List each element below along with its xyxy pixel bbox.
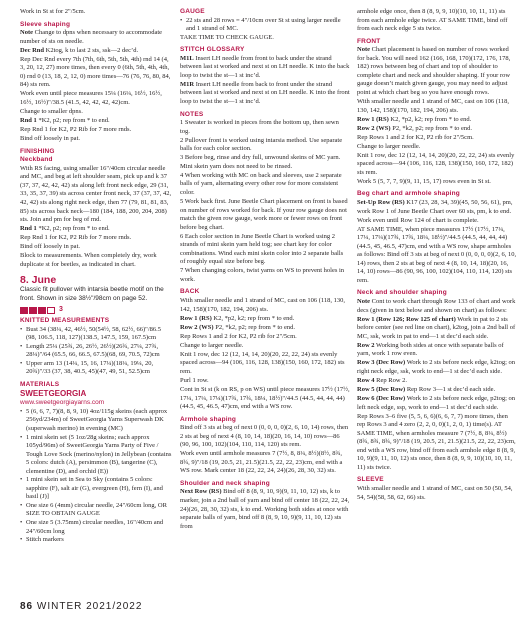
body-text: Work 5 (5, 7, 7, 9)(9, 11, 15, 17) rows even in St st. (357, 177, 491, 185)
body-text: Bind off loosely in pat. (20, 243, 81, 251)
text: K2, *p2, k2; rep from * to end. (211, 314, 295, 322)
body-text (357, 46, 517, 97)
label: Next Row (RS) (180, 488, 222, 496)
text: K17 (23, 28, 34, 39)(45, 50, 56, 61), pm, work Row 1 of June Beetle Chart over 60 sts, pm, k to end. (357, 198, 513, 215)
text: Insert LH needle from back to front under the strand between last st worked and next st on LH needle. K into the front loop to twist the st—1 st inc’d. (180, 80, 350, 105)
note-item: 3 Before beg, rinse and dry full, unwound skeins of MC yarn. Mini skein yarn does not need to be rinsed. (180, 154, 341, 170)
label: Row 1 (Row 126; Row 125 of chart) (357, 315, 456, 323)
section-heading-notes: NOTES (180, 110, 204, 118)
label: M1R (180, 80, 195, 88)
label: Set-Up Row (RS) (357, 198, 405, 206)
column-left (20, 8, 172, 545)
label: Rnd 1 (20, 225, 37, 233)
text: Rep Row 3—1 st dec’d each side. (405, 385, 496, 393)
body-text: Block to measurements. When completely dry, work duplicate st for beetles, as indicated in chart. (20, 252, 157, 268)
skill-square-icon (29, 307, 37, 314)
body-text (357, 377, 517, 386)
text: K2, *p2, k2; rep from * to end. (388, 115, 472, 123)
section-heading-neckband: Neckband (20, 156, 53, 164)
label: Row 2 (357, 341, 375, 349)
list-item: • One size 5 (3.75mm) circular needles, 16"/40cm and 24"/60cm long (20, 519, 172, 536)
skill-square-empty-icon (47, 307, 55, 314)
column-middle (180, 8, 350, 532)
section-heading-shoulder-neck: Shoulder and neck shaping (180, 479, 270, 487)
text: Work in pat to 2 sts before center (see red line on chart), k2tog, join a 2nd ball of MC, ssk, work in pat to end—1 st dec’d each side. (357, 315, 516, 340)
body-text (357, 316, 517, 342)
text: Change to dpns when necessary to accommodate number of sts on needle. (20, 29, 163, 45)
body-text: Change to larger needle. (180, 341, 244, 349)
label: Row 2 (WS) (180, 323, 214, 331)
skill-level-number: 3 (59, 306, 63, 314)
body-text: With smaller needle and 1 strand of MC, cast on 106 (118, 130, 142, 158)(170, 182, 194, 206) sts. (180, 297, 346, 313)
body-text: AT SAME TIME, when piece measures 17½ (17½, 17¼, 17¼, 17¼)(17¾, 17¾, 18¼, 18½)"/44.5 (44.5, 44, 44, 44)(44.5, 45, 46.5, 47)cm, end with a WS row, shape armholes as follows: Bind off 3 sts at beg of next 0 (0, 0, 0, 0)(2, 6, 10, 14) rows, then 2 sts at beg of next 4 (8, 10, 14, 18)(20, 16, 14, 10) rows—86 (90, 96, 100, 102)(104, 110, 114, 120) sts rem. (357, 225, 517, 284)
list-item: • 1 mini skein set in Sea to Sky (contains 5 colors: sapphire (F), salt air (G), evergreen (H), fern (I), and basil (J)] (20, 476, 172, 502)
body-text: Work even until armhole measures 7 (7½, 8, 8¼, 8½)(8½, 8¾, 8¾, 9)"/18 (19, 20.5, 21, 21.5)(21.5, 22, 22, 23)cm, end with a WS row. Mark center 18 (22, 22, 24, 24)(26, 28, 30, 32) sts. (180, 450, 343, 475)
list-item: • Stitch markers (20, 536, 172, 545)
pattern-title: 8. June (20, 274, 57, 287)
text: Working both sides at once with separate balls of yarn, work 1 row even. (357, 341, 504, 358)
body-text (357, 116, 517, 125)
label: Row 1 (RS) (180, 314, 212, 322)
list-item: • 1 mini skein set (5 1oz/28g skeins; each approx 105yd/96m) of SweetGeorgia Yarns Party of Five / Tough Love Sock (merino/nylon) in Jellybean (contains 5 colors: dutch (A), persimmon (B), tangerine (C), clementine (D), and orchid (E)) (20, 434, 172, 477)
note-item: 2 Pullover front is worked using intarsia method. Use separate balls for each color section. (180, 136, 343, 153)
note-item: 5 Work back first. June Beetle Chart placement on front is based on number of rows worked for back. If your row gauge does not match the given row gauge, work more or fewer rows on front before beg chart. (180, 197, 348, 231)
list-item: • Length 25¼ (25¾, 26, 26½, 26½)(26¾, 27¼, 27¾, 28¼)"/64 (65.5, 66, 66.5, 67.5)(68, 69, 70.5, 72)cm (20, 343, 172, 360)
section-heading-sleeve-shaping: Sleeve shaping (20, 20, 71, 28)
skill-square-icon (20, 307, 28, 314)
list-item: • Upper arm 13 (14¼, 15, 16, 17¼)(18¼, 19¼, 20, 20¾)"/33 (37, 38, 40.5, 45)(47, 49, 51, 52.5)cm (20, 360, 172, 377)
brand-website-link[interactable]: www.sweetgeorgiayarns.com (20, 399, 105, 407)
brand-name: SWEETGEORGIA (20, 389, 87, 399)
body-text (180, 81, 350, 107)
text: Work to 2 sts before neck edge, p2tog; on left neck edge, ssp, work to end—1 st dec’d each side. (357, 395, 516, 411)
body-text (357, 342, 517, 359)
body-text: Bind off loosely in pat. (20, 135, 81, 143)
body-text: Rep Rows 3–6 five (5, 5, 6, 6)(6, 6, 7, 7) more times, then rep Rows 3 and 4 zero (2, 2, 0, 0)(1, 2, 0, 1) time(s). AT SAME TIME, when armholes measure 7 (7½, 8, 8¼, 8½)(8¾, 8¾, 8¾, 9)"/18 (19, 20.5, 21, 21.5)(21.5, 22, 22, 23)cm, end with a WS row, bind off from each armhole edge 8 (8, 9, 10, 9)(9, 11, 10, 12) sts once, then 8 (8, 9, 9, 10)(10, 10, 11, 11) sts twice. (357, 412, 516, 471)
text: K2tog, k to last 2 sts, ssk—2 dec’d. (44, 46, 139, 54)
body-text (180, 488, 350, 531)
section-heading-beg-chart: Beg chart and armhole shaping (357, 190, 460, 198)
text: *K2, p2; rep from * to end. (36, 225, 110, 233)
section-heading-back: BACK (180, 288, 200, 296)
body-text: With smaller needle and 1 strand of MC, cast on 50 (50, 54, 54, 54)(58, 58, 62, 66) sts. (357, 484, 513, 501)
text: P2, *k2, p2; rep from * to end. (213, 323, 296, 331)
body-text (20, 225, 172, 234)
body-text: Work even until piece measures 15¼ (16¼, 16½, 16½, 16½, 16½)"/38.5 (41.5, 42, 42, 42, 42)cm. (20, 90, 162, 106)
text: Insert LH needle from front to back under the strand between last st worked and next st on LH needle. K into the back loop to twist the st—1 st inc’d. (180, 54, 350, 79)
label: Row 5 (Dec Row) (357, 385, 406, 393)
body-text (357, 298, 517, 315)
body-text: Cont in St st (k on RS, p on WS) until piece measures 17½ (17½, 17¼, 17¼, 17¼)(17¾, 17¾, 18¼, 18½)"/44.5 (44.5, 44, 44, 44)(44.5, 45, 46.5, 47)cm, end with a WS row. (180, 385, 350, 411)
section-heading-stitch-glossary: STITCH GLOSSARY (180, 46, 245, 54)
label: Row 1 (RS) (357, 115, 389, 123)
body-text: Bind off 3 sts at beg of next 0 (0, 0, 0, 0)(2, 6, 10, 14) rows, then 2 sts at beg of next 4 (8, 10, 14, 18)(20, 16, 14, 10) rows—86 (90, 96, 100, 102)(104, 110, 114, 120) sts rem. (180, 424, 349, 449)
column-right (357, 8, 517, 503)
body-text: Rep Rnd 1 for K2, P2 Rib for 7 more rnds. (20, 126, 132, 134)
label: Rnd 1 (20, 117, 37, 125)
body-text (357, 386, 517, 395)
section-heading-finishing: FINISHING (20, 147, 55, 155)
body-text (180, 315, 350, 324)
section-heading-front: FRONT (357, 37, 381, 45)
label: Row 4 (357, 376, 375, 384)
body-text (20, 117, 172, 126)
text: P2, *k2, p2; rep from * to end. (390, 124, 473, 132)
list-item: • Bust 34 (38¼, 42, 46½, 50(54½, 58, 62½, 66)"/86.5 (98, 106.5, 118, 127)(138.5, 147.5, 159, 167.5)cm (20, 326, 172, 343)
skill-level-indicator (20, 306, 172, 315)
body-text: Rep Rows 1 and 2 for K2, P2 rib for 2"/5cm. (180, 332, 297, 340)
section-heading-knitted-measurements: KNITTED MEASUREMENTS (20, 317, 110, 324)
text: Bind off 8 (8, 9, 10, 9)(9, 11, 10, 12) sts, k to marker, join a 2nd ball of yarn and bind off center 18 (22, 22, 24, 24)(26, 28, 30, 32) sts, k to end. Working both sides at once with separate balls of yarn, bind off 8 (8, 9, 10, 9)(9, 11, 10, 12) sts from (180, 488, 350, 530)
list-item: • 22 sts and 28 rows = 4"/10cm over St st using larger needle and 1 strand of MC. (180, 17, 350, 34)
body-text: Work even until Row 124 of chart is complete. (357, 216, 479, 224)
note-item: 1 Sweater is worked in pieces from the bottom up, then sewn tog. (180, 119, 339, 135)
text: Cont to work chart through Row 133 of chart and work decs (given in text below and shown on chart) as follows: (357, 298, 516, 314)
body-text: Rep Dec Rnd every 7th (7th, 6th, 5th, 5th, 4th) rnd 14 (4, 3, 20, 12, 27) more times, then every 0 (6th, 5th, 4th, 4th, 0) rnd 0 (13, 18, 2, 12, 0) more times—76 (76, 76, 80, 84, 84) sts rem. (20, 55, 171, 89)
body-text: TAKE TIME TO CHECK GAUGE. (180, 33, 274, 41)
label: Note (357, 46, 370, 54)
label: Row 3 (Dec Row) (357, 359, 406, 367)
issue-label: WINTER 2021/2022 (36, 601, 143, 612)
body-text (357, 359, 517, 376)
body-text: With smaller needle and 1 strand of MC, cast on 106 (118, 130, 142, 158)(170, 182, 194, 206) sts. (357, 97, 510, 114)
section-heading-armhole-shaping: Armhole shaping (180, 415, 237, 423)
body-text: Rep Rows 1 and 2 for K2, P2 rib for 2"/5cm. (357, 133, 474, 141)
body-text (20, 47, 172, 56)
body-text: Change to smaller dpns. (20, 108, 83, 116)
body-text (180, 55, 350, 81)
body-text: armhole edge once, then 8 (8, 9, 9, 10)(10, 10, 11, 11) sts from each armhole edge twice. AT SAME TIME, bind off from each neck edge 5 sts twice. (357, 8, 508, 33)
label: Note (357, 298, 370, 305)
note-item: 4 When working with MC on back and sleeves, use 2 separate balls of yarn, alternating every other row for more consistent color. (180, 171, 342, 196)
body-text: Knit 1 row, dec 12 (12, 14, 14, 20)(20, 22, 22, 24) sts evenly spaced across—94 (106, 116, 128, 138)(150, 160, 172, 182) sts rem. (180, 350, 345, 375)
pattern-intro: Classic fit pullover with intarsia beetle motif on the front. Shown in size 38½"/98cm on page 52. (20, 286, 164, 302)
label: M1L (180, 54, 194, 62)
measurements-list (20, 326, 172, 377)
body-text: Change to larger needle. (357, 142, 421, 150)
label: Row 6 (Dec Row) (357, 395, 406, 403)
label: Dec Rnd (20, 46, 45, 54)
body-text: Work in St st for 2"/5cm. (20, 8, 86, 15)
label: Row 2 (WS) (357, 124, 391, 132)
section-heading-sleeve: SLEEVE (357, 476, 384, 484)
section-heading-gauge: GAUGE (180, 8, 205, 15)
body-text: With RS facing, using smaller 16"/40cm circular needle and MC, and beg at left shoulder seam, pick up and k 37 (37, 37, 42, 42, 42) sts along left front neck edge, 29 (31, 33, 35, 37, 39) sts across center front neck, 37 (37, 37, 42, 42, 42) sts along right neck edge, then 77 (79, 81, 81, 83, 85) sts across back neck—180 (184, 188, 200, 204, 208) sts. Join and pm for beg of rnd. (20, 164, 172, 224)
body-text (20, 29, 172, 46)
text: Work to 2 sts before neck edge, k2tog; on right neck edge, ssk, work to end—1 st dec’d each side. (357, 359, 516, 375)
section-heading-neck-shoulder: Neck and shoulder shaping (357, 289, 447, 297)
gauge-list (180, 17, 350, 34)
body-text (180, 324, 350, 333)
body-text (357, 199, 517, 216)
body-text: Rep Rnd 1 for K2, P2 Rib for 7 more rnds. (20, 234, 132, 242)
page-footer (20, 601, 142, 612)
body-text: Knit 1 row, dec 12 (12, 14, 14, 20)(20, 22, 22, 24) sts evenly spaced across—94 (106, 116, 128, 138)(150, 160, 172, 182) sts rem. (357, 151, 515, 176)
skill-square-icon (38, 307, 46, 314)
page-number: 86 (20, 601, 34, 612)
note-item: 6 Each color section in June Beetle Chart is worked using 2 strands of mini skein yarn held tog; see chart key for color combinations. Wind each mini skein color into 2 separate balls of roughly equal size before beg. (180, 232, 344, 266)
list-item: • One size 6 (4mm) circular needle, 24"/60cm long, OR SIZE TO OBTAIN GAUGE (20, 502, 172, 519)
note-item: 7 When changing colors, twist yarns on WS to prevent holes in work. (180, 267, 345, 283)
body-text (357, 395, 517, 412)
section-heading-materials: MATERIALS (20, 380, 60, 388)
label: Note (20, 29, 33, 37)
materials-list (20, 408, 172, 545)
list-item: • 5 (6, 6, 7, 7)(8, 8, 9, 10) 4oz/115g skeins (each approx 256yd/234m) of SweetGeorgia Yarns Superwash DK (superwash merino) in evening (MC) (20, 408, 172, 434)
text: *K2, p2; rep from * to end. (36, 117, 110, 125)
text: Rep Row 2. (374, 376, 408, 384)
body-text (357, 125, 517, 134)
text: Chart placement is based on number of rows worked for back. You will need 162 (166, 168, 170)(172, 176, 178, 182) rows between beg of chart and top of shoulder to complete chart and neck and shoulder shaping. If your row gauge doesn’t match given gauge, you may need to adjust point at which chart beg so you have enough rows. (357, 46, 511, 96)
body-text: Purl 1 row. (180, 376, 209, 384)
